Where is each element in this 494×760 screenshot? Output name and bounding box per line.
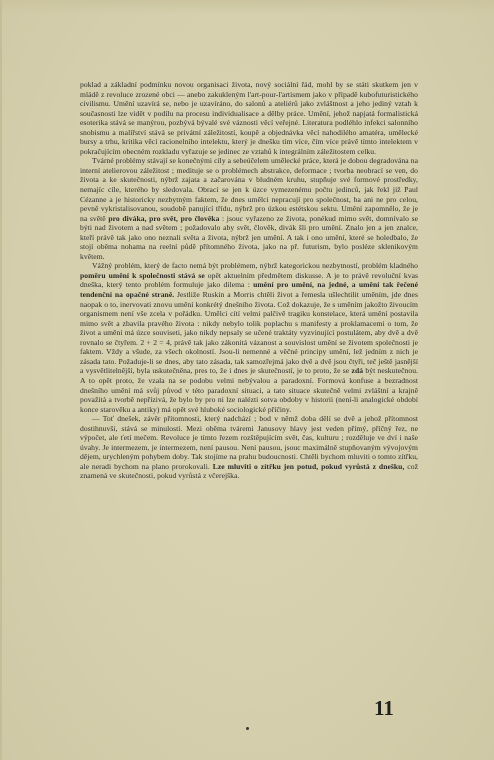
paragraph bbox=[80, 156, 418, 261]
paragraph-text: což znamená ve skutečnosti, pokud vyrůstá z včerejška. bbox=[80, 461, 418, 481]
emphasized-text: zdá bbox=[351, 366, 364, 376]
emphasized-text: pro diváka, pro svět, pro člověka bbox=[108, 213, 220, 223]
paragraph-text: poklad a základní podmínku novou organisaci života, nový sociální řád, mohl by se státi skutkem jen v mládě z revoluce zrozené obci — anebo zakukleným l'art-pour-l'artismem jako v případě kubofuturistického civilismu. Umění uzavírá se, nebo je uzavíráno, do salonů a ateliérů jako zvláštnost a jeho jediný vztah k současnosti lze vidět v podílu na procesu individualisace a dělby práce. Umění, jehož napjatá formalistická esoterika stává se manýrou, pozbývá bývalé své váznosti věcí veřejné. Literatura podléhlo infekci salonního snobismu a malířství stává se privátní záležitostí, koupě a objednávka věcí nahodilého amatéra, umělecké bursy a trhu, kritika věcí racionelního intelektu, který je dnešku tím více, čím více právě tímto intelektem v pokračujícím obecném rozkladu vyřazuje se jedinec ze vztahů k integrálním záležitostem celku. bbox=[80, 80, 418, 156]
emphasized-text: poměru umění k společnosti stává se bbox=[80, 270, 205, 280]
emphasized-text: Lze mluviti o zítřku jen potud, pokud vyrůstá z dnešku, bbox=[212, 461, 405, 471]
emphasized-text: umění pro umění, na jedné, a umění tak řečené tendenční na opačné straně. bbox=[80, 280, 418, 300]
paragraph bbox=[80, 261, 418, 414]
paragraph-text: být neskutečnou. A to opět proto, že vzala na se podobu velmi nebývalou a paradoxní. Formová konfuse a bezradnost dnešního umění má svůj původ v této paradoxní situaci, a tato situace skutečně velmi zvláštní a krajně považitá a tvorbě nepřízivá, že bylo by pro ni lze nalézti sotva obdoby v historii (není-li analogické období konce starověku a antiky) má opět své hluboké sociologické příčiny. bbox=[80, 366, 418, 414]
section-bullet bbox=[246, 727, 249, 730]
paragraph bbox=[80, 80, 418, 156]
page-number: 11 bbox=[374, 696, 394, 720]
paragraph-text: Vážný problém, který de facto nemá být problémem, nýbrž kategorickou nezbytností, problém kladného bbox=[92, 261, 418, 271]
paragraph-text: Jestliže Ruskin a Morris chtěli život a řemesla ušlechtilit uměním, jde dnes naopak o to, inervovati znovu umění konkrétý dnešního života. Což dokazuje, že s uměním jakožto živoucím organismem není vše zcela v pořádku. Umělci cítí velmi palčivě tragiku konstelace, která umění postavila mimo svět a zbavila pravého života : nikdy nebylo tolik poplachu s manifesty a proklamacemi o tom, že život a umění má úzce souviseti, jako nikdy nepsaly se učené traktáty vyzvinující postulátem, aby dvě a dvě rovnalo se čtyřem. 2 + 2 = 4, právě tak jako zákonitá vázanost a souvislost umění se životem společnosti je faktem. Vždy a všude, za všech okolností. Jsou-li nemenné a věčné principy umění, lež jedním z nich je zásada tato. Požaduje-li se dnes, aby tato zásada, tak samozřejmá jako dvě a dvě jsou čtyři, teč ještě jasnější a vysvětlitelnější, byla uskutečněna, pres to, že i dnes je skutečností, je to proto, že se bbox=[80, 290, 418, 376]
paragraph-text: Tvárné problémy stávají se konečnými cíly a sebeúčelem umělecké práce, která je dobou degradována na interní atelierovou záležitost ; meditujе se o problémech abstrakce, deformace ; tvorba neobrací se ven, do života a ke skutečnosti, nýbrž zajatа a začarována v bludném kruhu, stupňuje své formové prostředky, nemajíc cíle, kterého by sledovala. Obrací se jen k úzce vymezenému počtu jedinců, jak řekl již Paul Cézanne a je historicky nezbytným faktem, že dnes umělci nepracují pro společnost, ba ani ne pro celou, pevně vykristalisovanou, soudobě panující třídu, nýbrž pro úzkou estétskou sektu. Umění zapomnělo, že je na světě bbox=[80, 156, 418, 223]
body-text bbox=[80, 80, 418, 481]
paragraph-text: opět aktuelním předmětem diskusse. A je to právě revoluční kvas dneška, který tento problém formuluje jako dilema : bbox=[80, 270, 418, 290]
paragraph-text: : jsouc vyřazeno ze života, ponékud mimo svět, domnívalo se býti nad životem a nad světem ; požadovalo aby svět, člověk, divák šli pro umění. Znalo jen a jen znalce, kteří právě tak jako ono neznali světa a života, nýbrž jen umění. A tak i ono umění, které se holedbalo, že stojí oběma nohama na reelní půdě přítomného života, jako na př. futurism, bylo posléze sklenikovým květem. bbox=[80, 213, 418, 261]
page-top-edge-shadow bbox=[2, 0, 494, 14]
paragraph-text: — Toť dnešek, závěr přítomnosti, který nadchází ; bod v němž doba dělí se dvě a jehož přítomnost dostihnuvši, stává se minulostí. Mezi oběma tváremi Janusovy hlavy jest veden přímý, příčný řez, ne výpočet, ale ťetí mečem. Revoluce je tímto řezem rozštěpujícím svět, čas, kulturu ; rozděluje ve dví i naše úvahy. Je intermezem, je intermezem, není pausou. Není pausou, jsouc maximálně stupňovaným vývojovým dějem, urychleným pohybem doby. Tak stojíme na prahu budoucnosti. Chtěli bychom mluviti o tomto zítřku, ale neradi bychom na plano prorokovali. bbox=[80, 414, 418, 471]
paragraph bbox=[80, 414, 418, 481]
